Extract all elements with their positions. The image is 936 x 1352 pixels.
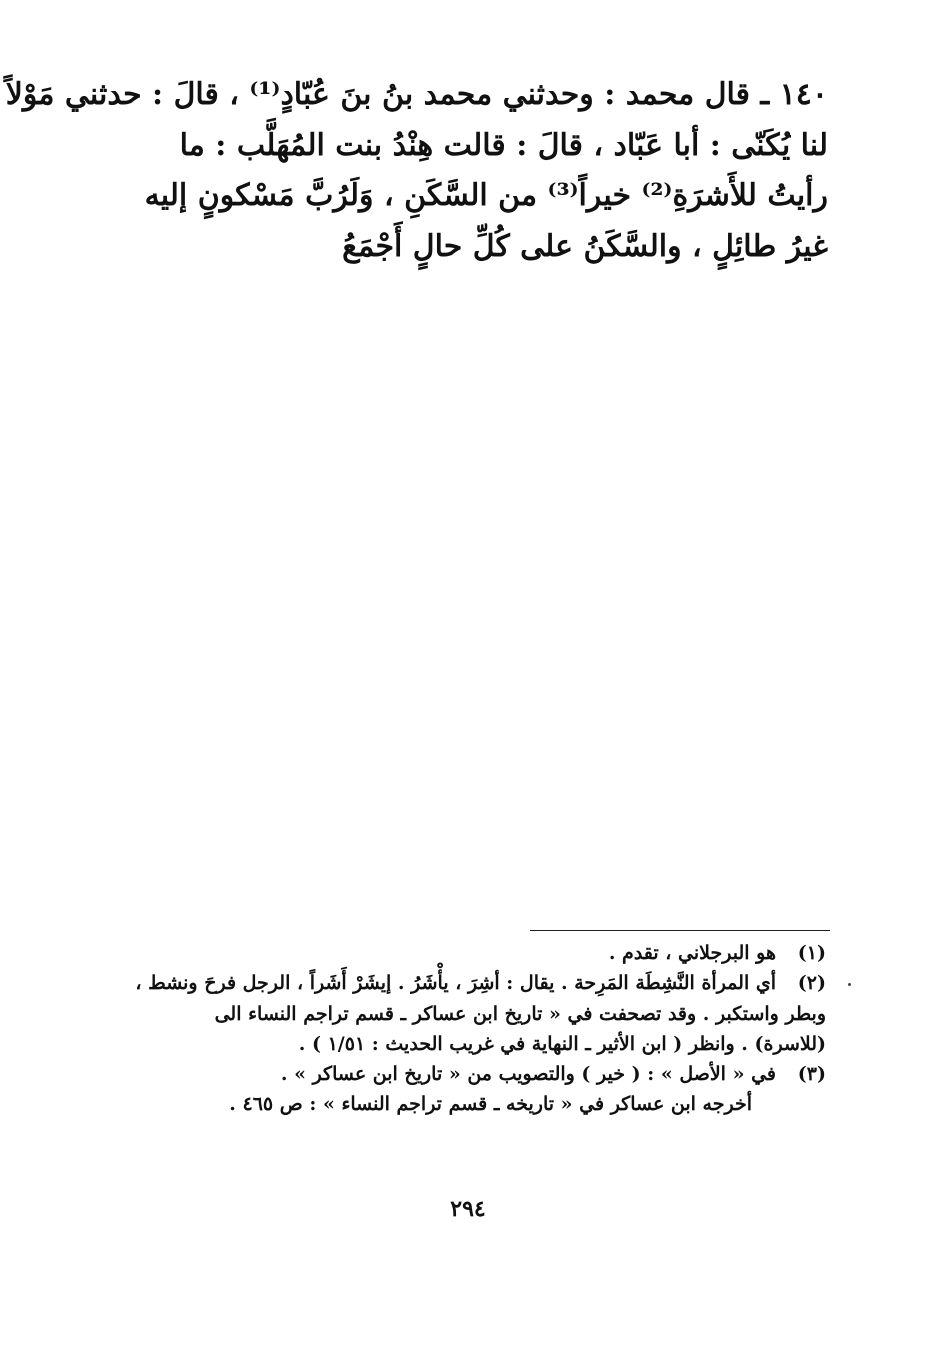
footnote-2 (110, 968, 826, 998)
footnote-text: (للاسرة) . وانظر ( ابن الأثير ـ النهاية في غريب الحديث : ١/٥١ ) . (298, 1032, 826, 1055)
footnote-text: في « الأصل » : ( خير ) والتصويب من « تاريخ ابن عساكر » . (280, 1063, 776, 1086)
footnote-separator (530, 930, 830, 931)
footnote-text: هو البرجلاني ، تقدم . (608, 942, 776, 964)
footnote-marker: (١) (797, 942, 826, 964)
main-text-line: لنا يُكَنّى : أبا عَبّاد ، قالَ : قالت هِنْدُ بنت المُهَلَّب : ما (179, 127, 828, 163)
footnote-marker: (٣) (797, 1063, 826, 1086)
main-text-line: رأيتُ للأَشرَةِ⁽²⁾ خيراً⁽³⁾ من السَّكَنِ ، وَلَرُبَّ مَسْكونٍ إليه (144, 178, 828, 214)
footnotes (110, 938, 826, 1120)
main-text (5, 70, 828, 273)
footnote-text: أي المرأة النَّشِطَة المَرِحة . يقال : أشِرَ ، يأْشَرُ . إيشَرْ أَشَراً ، الرجل فرحَ ونشط ، (135, 972, 776, 995)
footnote-3 (110, 1059, 826, 1089)
footnote-marker: (٢) (797, 972, 826, 995)
main-text-line: ١٤٠ ـ قال محمد : وحدثني محمد بنُ بنَ عُبّادٍ⁽¹⁾ ، قالَ : حدثني مَوْلاً (5, 77, 828, 112)
footnote-2-continuation (110, 1029, 826, 1059)
footnote-1 (110, 938, 826, 968)
main-text-line: غيرُ طائِلٍ ، والسَّكَنُ على كُلِّ حالٍ أَجْمَعُ (342, 229, 828, 265)
page-number: ٢٩٤ (450, 1196, 486, 1222)
footnote-3-continuation (110, 1089, 826, 1119)
footnote-2-continuation (110, 999, 826, 1029)
footnote-text: وبطر واستكبر . وقد تصحفت في « تاريخ ابن عساكر ـ قسم تراجم النساء الى (214, 1002, 826, 1025)
footnote-text: أخرجه ابن عساكر في « تاريخه ـ قسم تراجم النساء » : ص ٤٦٥ . (229, 1093, 752, 1116)
scan-speck (848, 983, 851, 986)
